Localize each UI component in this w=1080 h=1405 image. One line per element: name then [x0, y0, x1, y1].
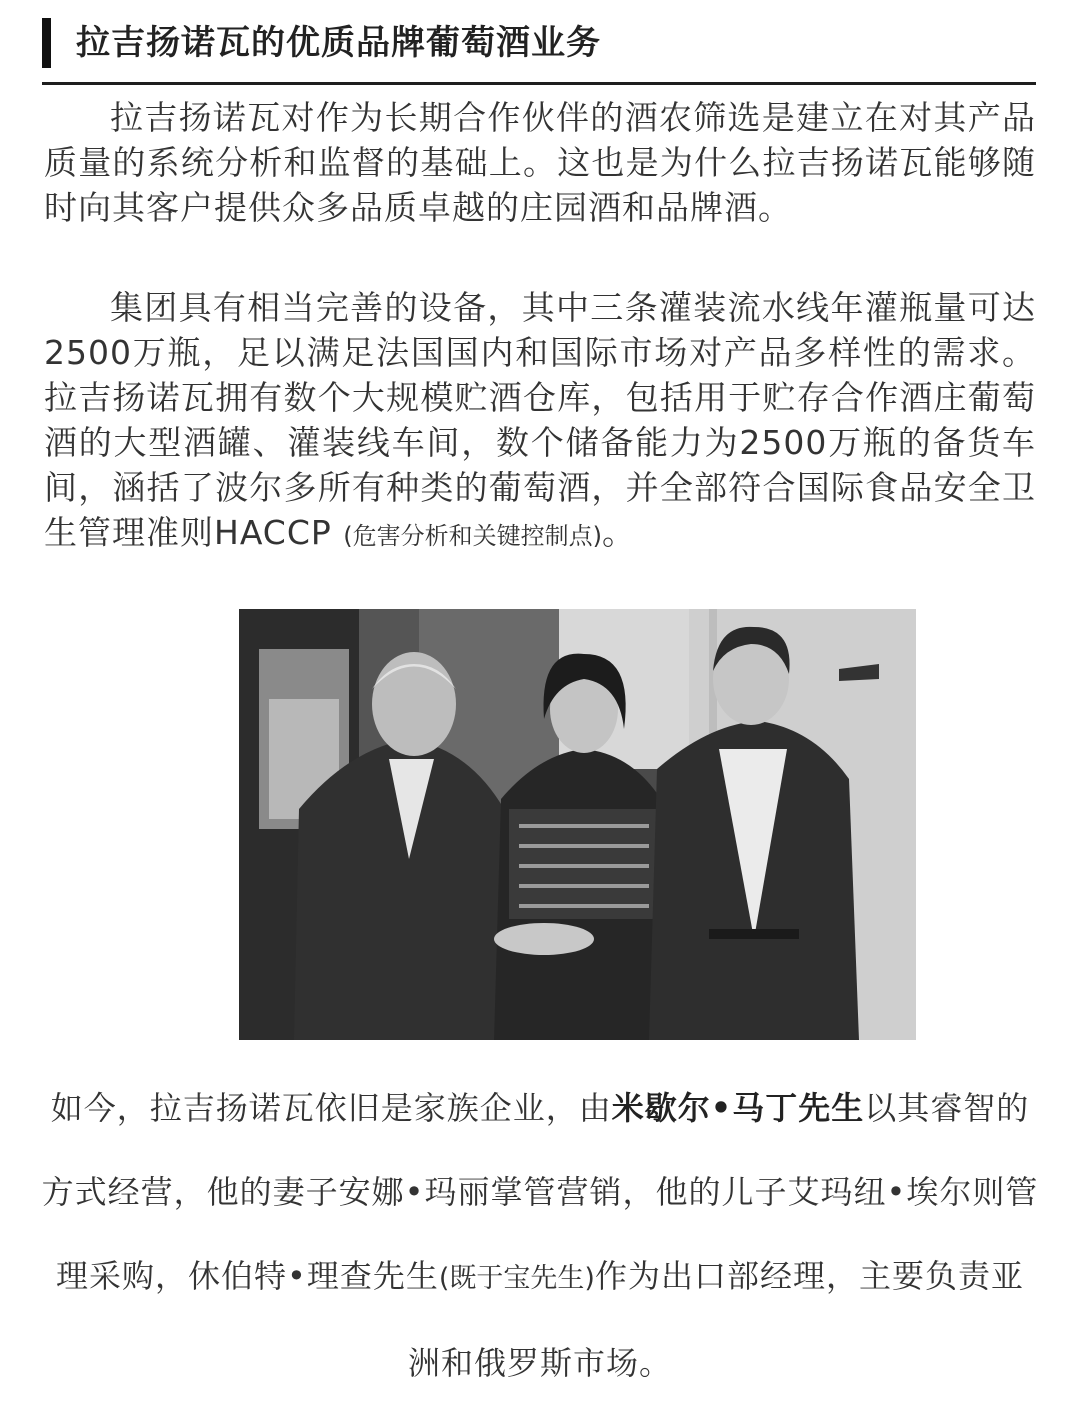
photo-caption [40, 1066, 1040, 1405]
section-header [42, 12, 1036, 85]
paragraph-facilities-end: 。 [602, 513, 637, 552]
section-title: 拉吉扬诺瓦的优质品牌葡萄酒业务 [76, 23, 601, 63]
caption-part1: 如今，拉吉扬诺瓦依旧是家族企业，由 [50, 1089, 612, 1127]
paragraph-facilities-text: 集团具有相当完善的设备，其中三条灌装流水线年灌瓶量可达2500万瓶，足以满足法国国内和国际市场对产品多样性的需求。拉吉扬诺瓦拥有数个大规模贮酒仓库，包括用于贮存合作酒庄葡萄酒的大型酒罐、灌装线车间，数个储备能力为2500万瓶的备货车间，涵括了波尔多所有种类的葡萄酒，并全部符合国际食品安全卫生管理准则HACCP [44, 288, 1036, 552]
family-photo [239, 609, 916, 1040]
header-accent-bar [42, 18, 51, 68]
caption-note: (既于宝先生) [438, 1263, 595, 1294]
paragraph-partner-selection: 拉吉扬诺瓦对作为长期合作伙伴的酒农筛选是建立在对其产品质量的系统分析和监督的基础上。这也是为什么拉吉扬诺瓦能够随时向其客户提供众多品质卓越的庄园酒和品牌酒。 [44, 98, 1036, 227]
family-photo-illustration [239, 609, 916, 1040]
haccp-note: (危害分析和关键控制点) [343, 522, 603, 550]
caption-part2: 以其睿智的方式经营，他的妻子安娜•玛丽掌管营销，他的儿子艾玛纽•埃尔则管理采购，休伯特•理查先生 [41, 1089, 1039, 1295]
paragraph-facilities [44, 285, 1036, 559]
caption-name-bold: 米歇尔•马丁先生 [611, 1089, 865, 1127]
caption-part3: 作为出口部经理，主要负责亚洲和俄罗斯市场。 [407, 1257, 1024, 1382]
